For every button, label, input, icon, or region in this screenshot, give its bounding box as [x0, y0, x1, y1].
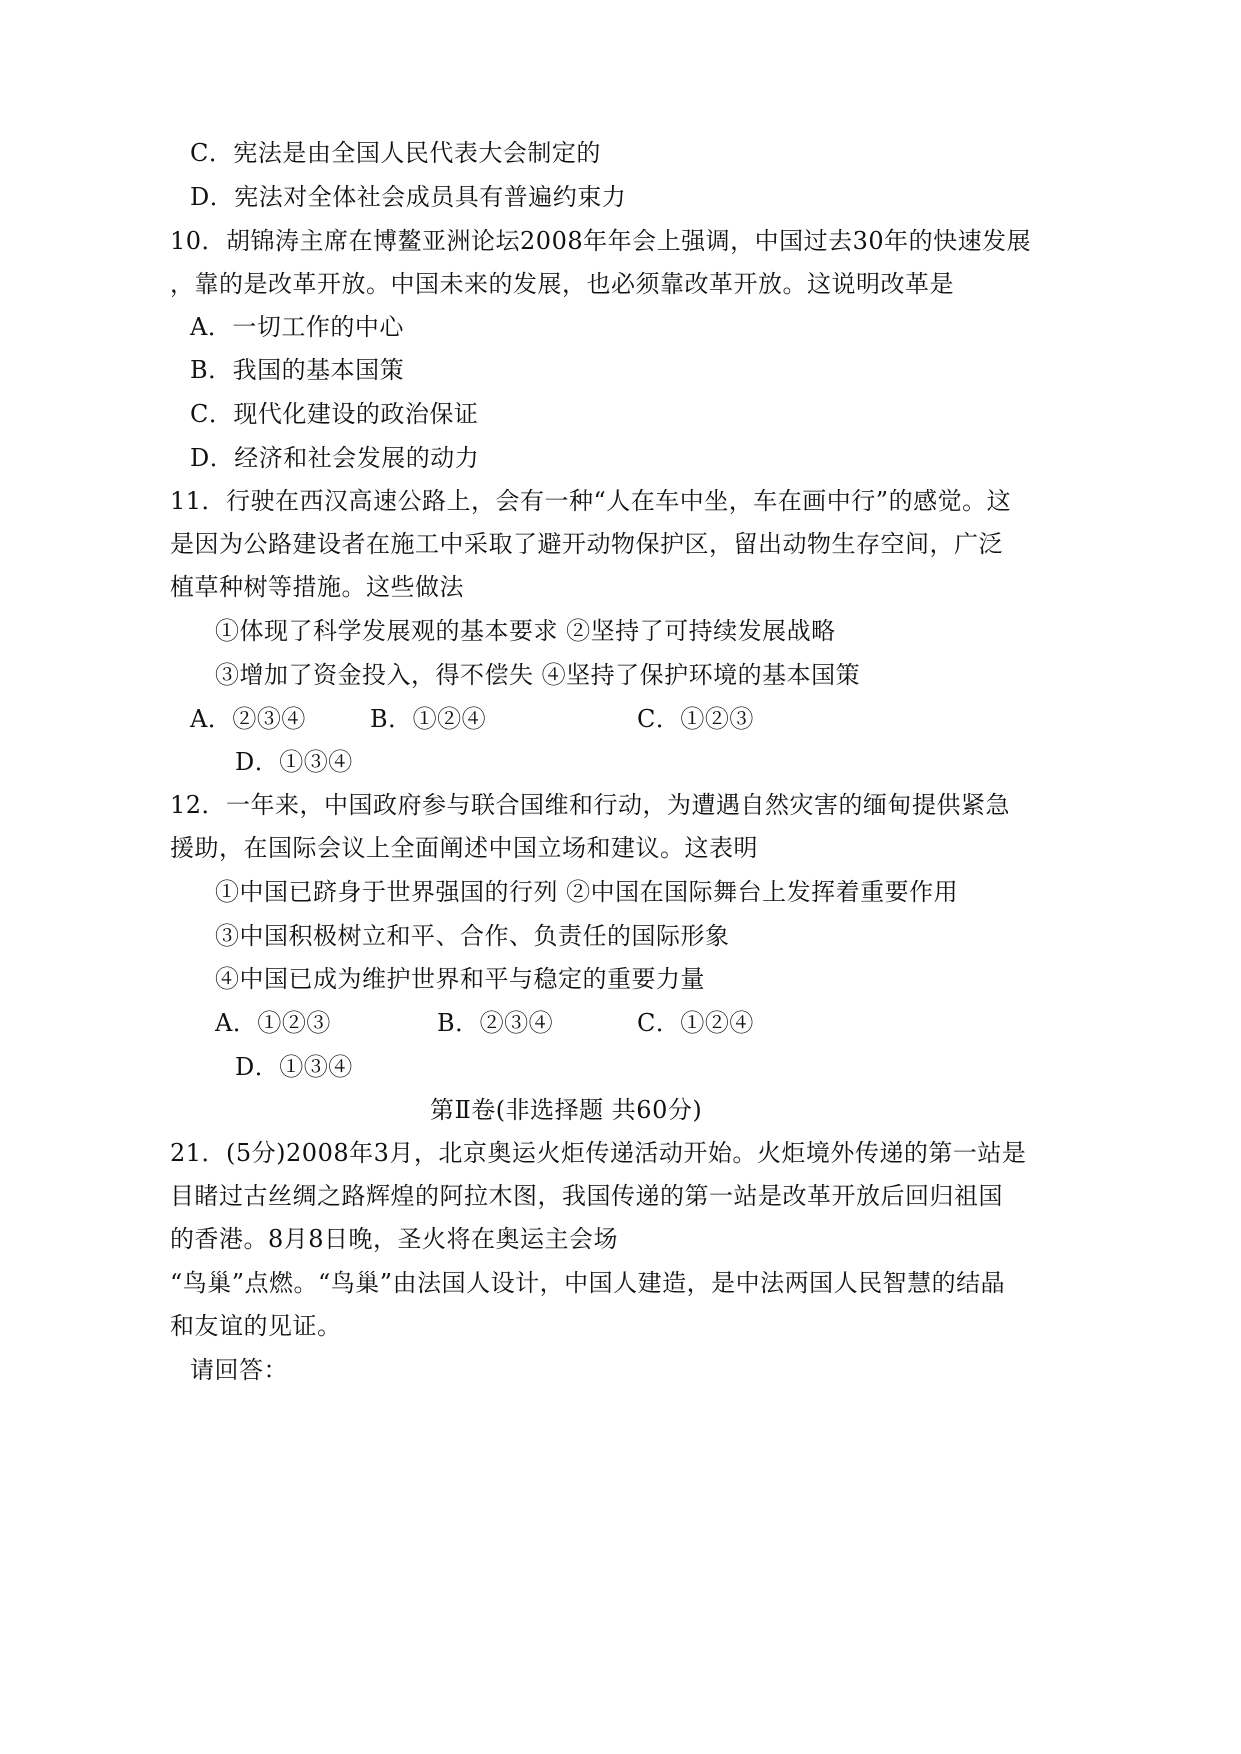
q12-stem-line2: 援助，在国际会议上全面阐述中国立场和建议。这表明: [170, 834, 758, 862]
q11-stem-line1: 11．行驶在西汉高速公路上，会有一种“人在车中坐，车在画中行”的感觉。这: [170, 487, 1012, 515]
q12-option-a: A．①②③: [215, 1009, 331, 1037]
q11-stem-line2: 是因为公路建设者在施工中采取了避开动物保护区，留出动物生存空间，广泛: [170, 530, 1003, 558]
q12-item-1: ①中国已跻身于世界强国的行列 ②中国在国际舞台上发挥着重要作用: [215, 878, 959, 906]
q12-option-c: C．①②④: [637, 1009, 754, 1037]
q11-items-line2: ③增加了资金投入，得不偿失 ④坚持了保护环境的基本国策: [215, 661, 861, 689]
q11-option-c: C．①②③: [637, 705, 754, 733]
q21-prompt: 请回答：: [190, 1356, 288, 1384]
q10-option-d: D．经济和社会发展的动力: [190, 444, 480, 472]
section2-title: 第Ⅱ卷(非选择题 共60分): [430, 1096, 703, 1124]
q21-line1: 21．(5分)2008年3月，北京奥运火炬传递活动开始。火炬境外传递的第一站是: [170, 1139, 1027, 1167]
q11-option-d: D．①③④: [235, 748, 353, 776]
q11-option-a: A．②③④: [190, 705, 306, 733]
q12-item-2: ③中国积极树立和平、合作、负责任的国际形象: [215, 922, 730, 950]
q9-option-d: D．宪法对全体社会成员具有普遍约束力: [190, 183, 627, 211]
q10-stem-line2: ，靠的是改革开放。中国未来的发展，也必须靠改革开放。这说明改革是: [170, 270, 954, 298]
q12-item-3: ④中国已成为维护世界和平与稳定的重要力量: [215, 965, 705, 993]
q11-stem-line3: 植草种树等措施。这些做法: [170, 573, 464, 601]
q21-line4: “鸟巢”点燃。“鸟巢”由法国人设计，中国人建造，是中法两国人民智慧的结晶: [170, 1269, 1006, 1297]
q10-option-c: C．现代化建设的政治保证: [190, 400, 479, 428]
q10-option-b: B．我国的基本国策: [190, 356, 405, 384]
q21-line2: 目睹过古丝绸之路辉煌的阿拉木图，我国传递的第一站是改革开放后回归祖国: [170, 1182, 1003, 1210]
q12-option-d: D．①③④: [235, 1053, 353, 1081]
q9-option-c: C．宪法是由全国人民代表大会制定的: [190, 139, 601, 167]
q12-option-b: B．②③④: [437, 1009, 554, 1037]
q10-option-a: A．一切工作的中心: [190, 313, 404, 341]
q21-line3: 的香港。8月8日晚，圣火将在奥运主会场: [170, 1225, 619, 1253]
q11-option-b: B．①②④: [370, 705, 487, 733]
q10-stem-line1: 10．胡锦涛主席在博鳌亚洲论坛2008年年会上强调，中国过去30年的快速发展: [170, 227, 1032, 255]
q21-line5: 和友谊的见证。: [170, 1312, 342, 1340]
q12-stem-line1: 12．一年来，中国政府参与联合国维和行动，为遭遇自然灾害的缅甸提供紧急: [170, 791, 1011, 819]
q11-items-line1: ①体现了科学发展观的基本要求 ②坚持了可持续发展战略: [215, 617, 836, 645]
